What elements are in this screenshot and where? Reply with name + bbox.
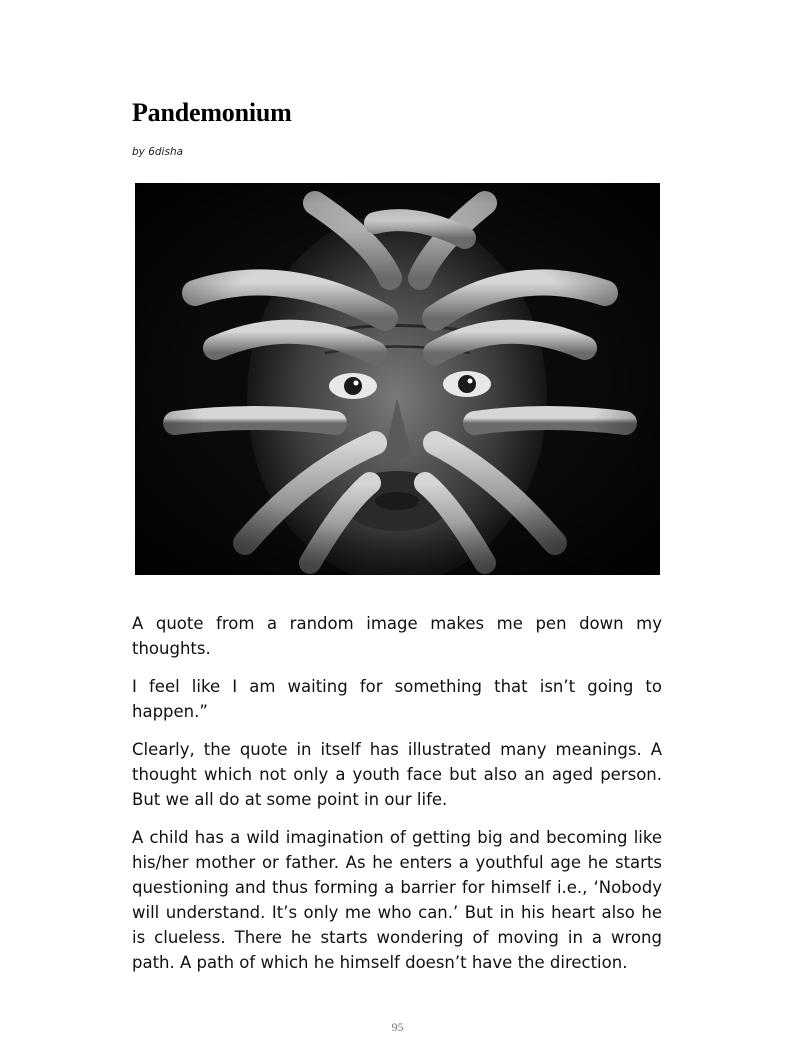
paragraph: Clearly, the quote in itself has illustrated many meanings. A thought which not only a youth face but also an aged person. But we all do at some point in our life.	[132, 740, 662, 809]
article-byline: by 6disha	[132, 146, 184, 158]
face-with-hands-photo	[135, 183, 660, 575]
paragraph: I feel like I am waiting for something that isn’t going to happen.”	[132, 677, 662, 721]
article-photo	[135, 183, 660, 575]
paragraph: A quote from a random image makes me pen down my thoughts.	[132, 614, 662, 658]
page-number: 95	[391, 1020, 404, 1034]
article-body	[132, 611, 662, 988]
paragraph: A child has a wild imagination of getting big and becoming like his/her mother or father. As he enters a youthful age he starts questioning and thus forming a barrier for himself i.e., ‘Nobody will understand. It’s only me who can.’ But in his heart also he is clueless. There he starts wondering of moving in a wrong path. A path of which he himself doesn’t have the direction.	[132, 828, 662, 972]
article-title: Pandemonium	[132, 98, 292, 127]
